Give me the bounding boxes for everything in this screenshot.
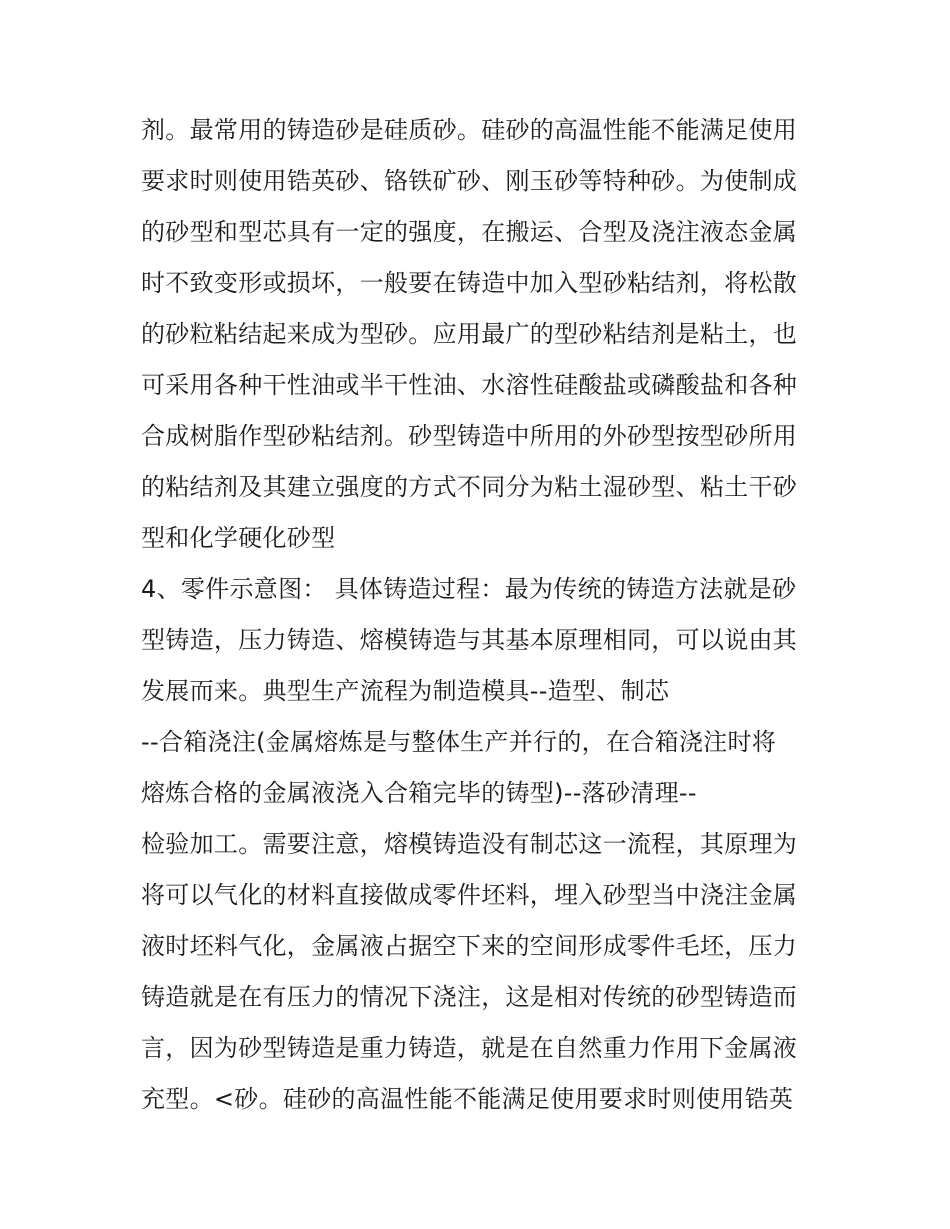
text-line: 的砂粒粘结起来成为型砂。应用最广的型砂粘结剂是粘土，也	[141, 320, 798, 348]
text-line: 合成树脂作型砂粘结剂。砂型铸造中所用的外砂型按型砂所用	[141, 422, 798, 450]
text-line: 检验加工。需要注意，熔模铸造没有制芯这一流程，其原理为	[141, 830, 798, 858]
text-line: 充型。<砂。硅砂的高温性能不能满足使用要求时则使用锆英	[141, 1085, 794, 1113]
text-line: 熔炼合格的金属液浇入合箱完毕的铸型)--落砂清理--	[141, 779, 697, 807]
text-line: 的砂型和型芯具有一定的强度，在搬运、合型及浇注液态金属	[141, 218, 798, 246]
body-text	[141, 108, 821, 1128]
text-line: 可采用各种干性油或半干性油、水溶性硅酸盐或磷酸盐和各种	[141, 371, 798, 399]
text-line: 要求时则使用锆英砂、铬铁矿砂、刚玉砂等特种砂。为使制成	[141, 167, 798, 195]
text-line: 的粘结剂及其建立强度的方式不同分为粘土湿砂型、粘土干砂	[141, 473, 798, 501]
text-line: 将可以气化的材料直接做成零件坯料，埋入砂型当中浇注金属	[141, 881, 798, 909]
text-line: 型铸造，压力铸造、熔模铸造与其基本原理相同，可以说由其	[141, 626, 798, 654]
text-line: 发展而来。典型生产流程为制造模具--造型、制芯	[141, 677, 670, 705]
text-line: 铸造就是在有压力的情况下浇注，这是相对传统的砂型铸造而	[141, 983, 798, 1011]
text-line: 4、零件示意图： 具体铸造过程：最为传统的铸造方法就是砂	[141, 575, 797, 603]
text-line: 型和化学硬化砂型	[141, 524, 336, 552]
text-line: 液时坯料气化，金属液占据空下来的空间形成零件毛坯，压力	[141, 932, 798, 960]
text-line: 言，因为砂型铸造是重力铸造，就是在自然重力作用下金属液	[141, 1034, 798, 1062]
text-line: 剂。最常用的铸造砂是硅质砂。硅砂的高温性能不能满足使用	[141, 116, 798, 144]
text-line: 时不致变形或损坏，一般要在铸造中加入型砂粘结剂，将松散	[141, 269, 798, 297]
text-line: --合箱浇注(金属熔炼是与整体生产并行的，在合箱浇注时将	[141, 728, 777, 756]
